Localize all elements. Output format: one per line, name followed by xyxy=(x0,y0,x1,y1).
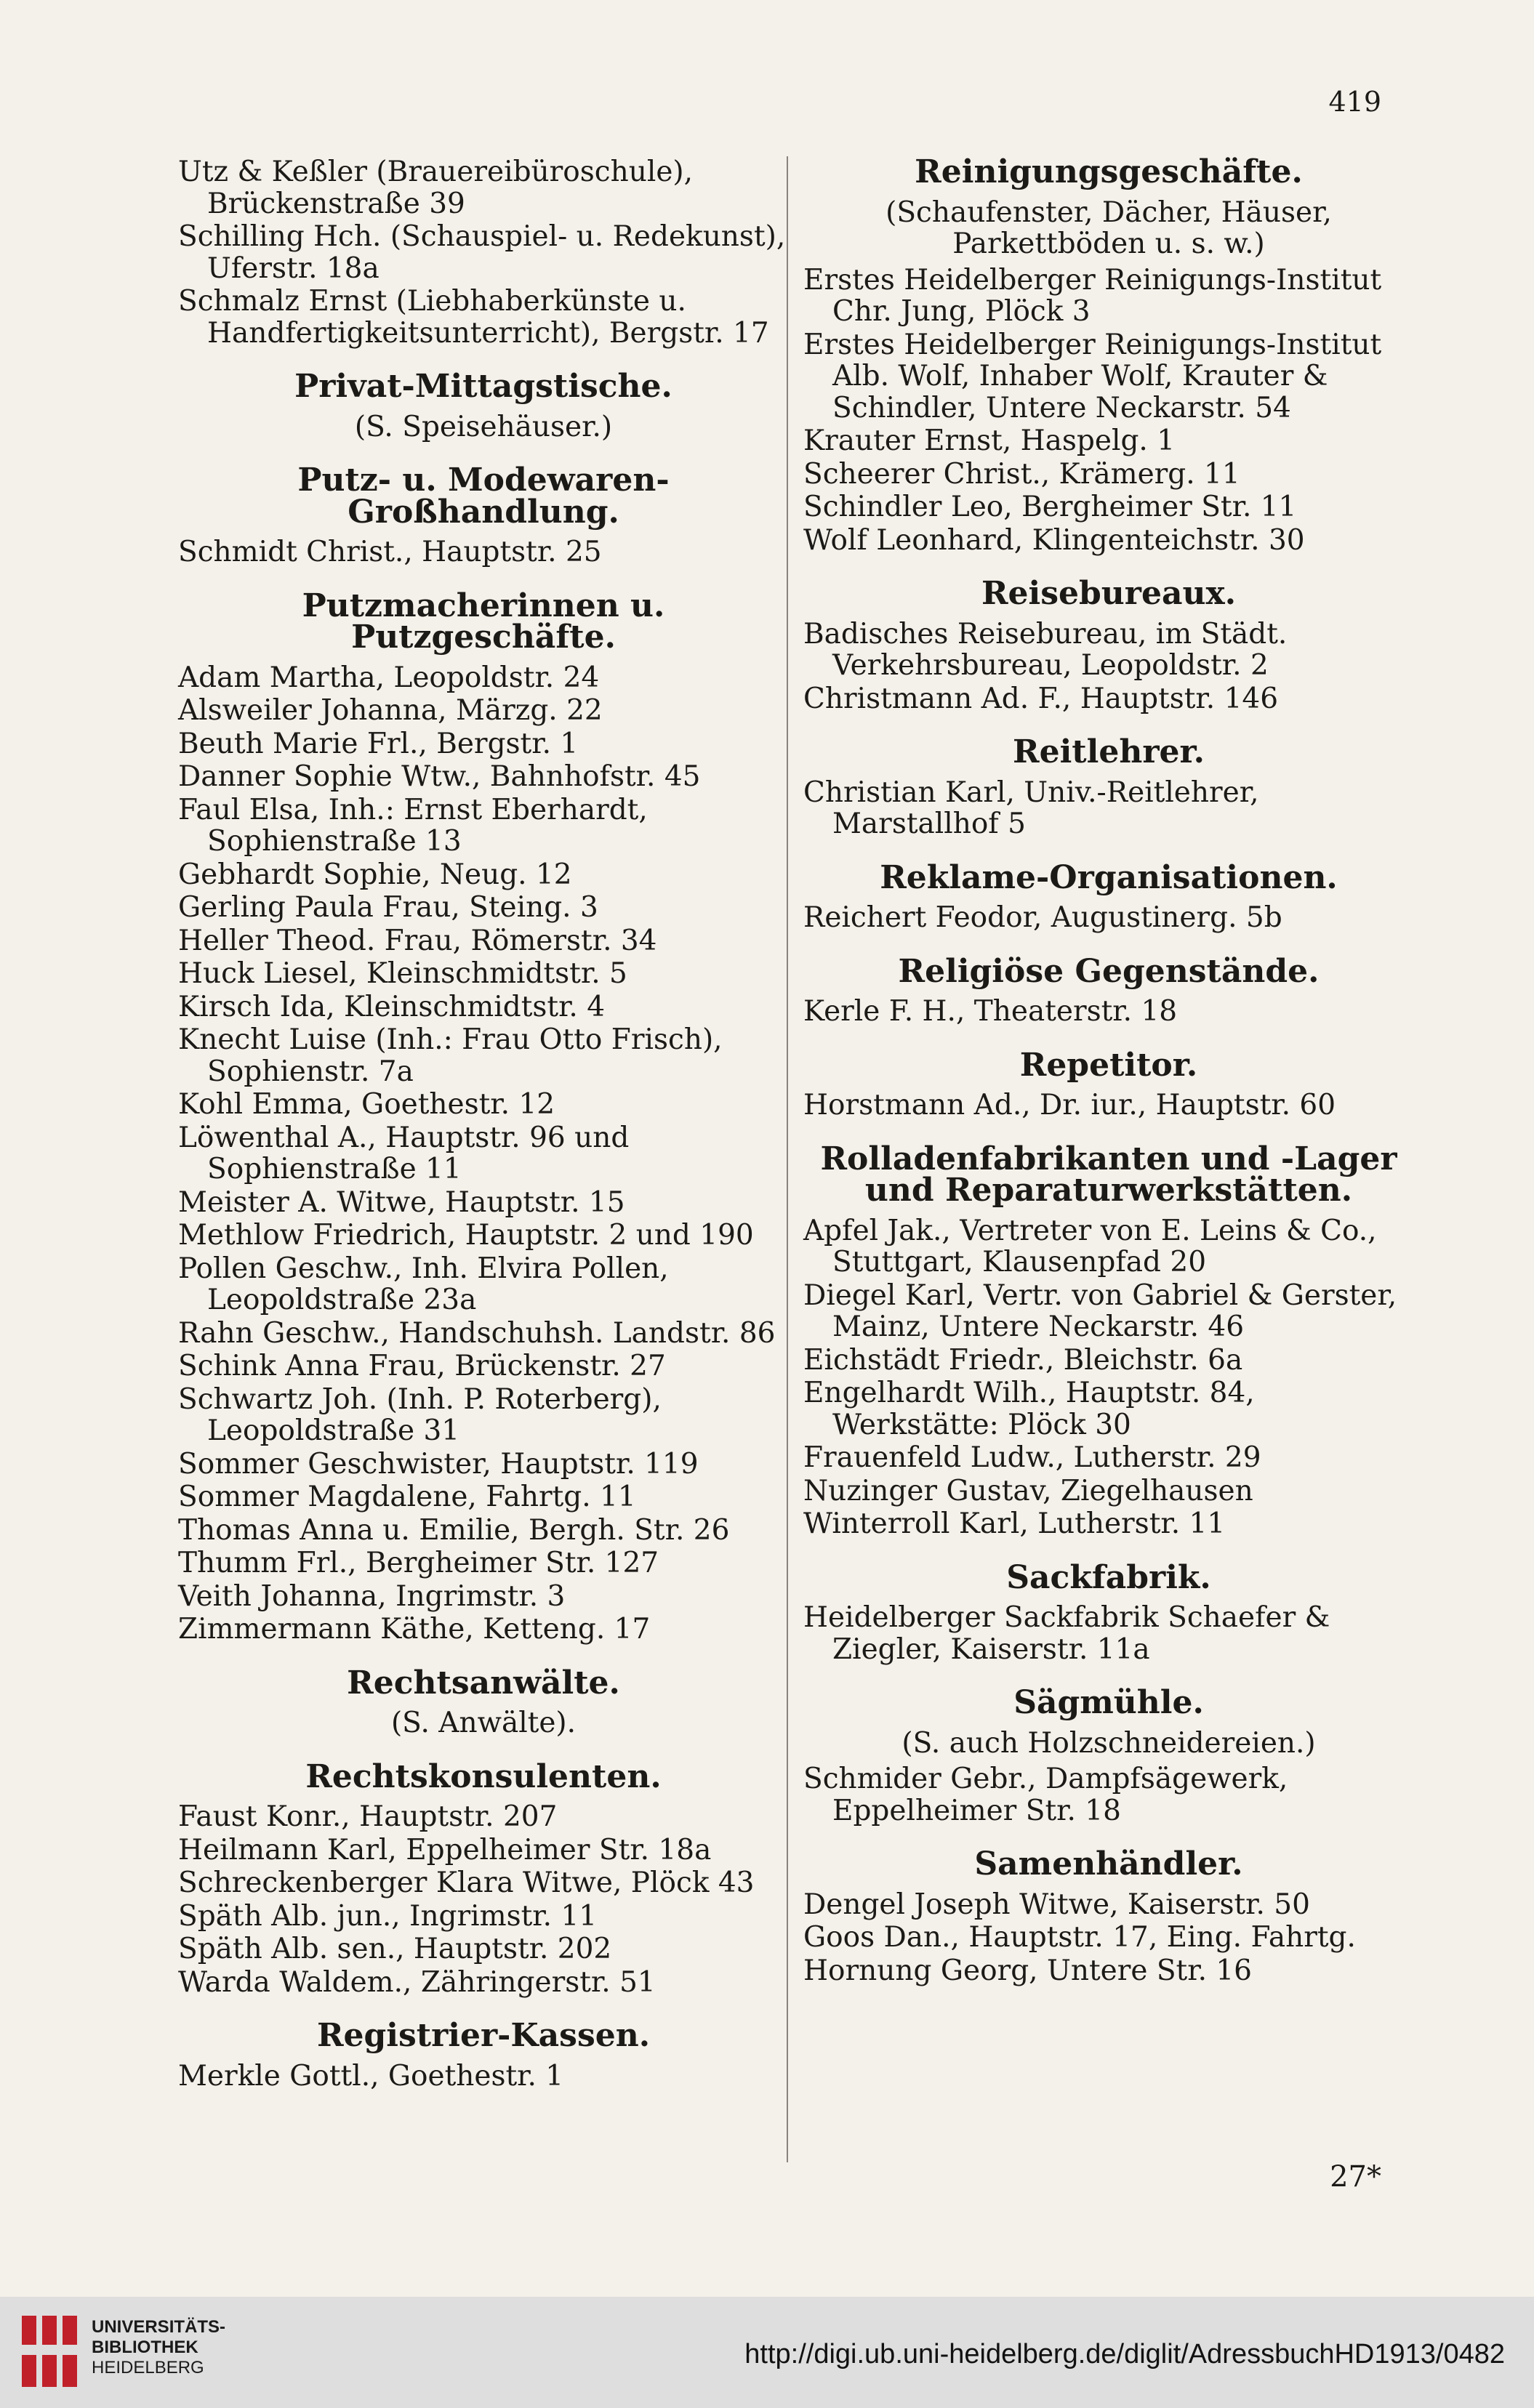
column-divider xyxy=(787,156,788,2162)
directory-entry: Schwartz Joh. (Inh. P. Roterberg), Leopoldstraße 31 xyxy=(178,1382,662,1447)
library-name-line3: HEIDELBERG xyxy=(92,2358,204,2377)
page-number: 419 xyxy=(1328,86,1381,118)
section-heading: Sägmühle. xyxy=(1013,1684,1204,1721)
directory-entry: Heller Theod. Frau, Römerstr. 34 xyxy=(178,924,657,957)
directory-entry: Wolf Leonhard, Klingenteichstr. 30 xyxy=(803,523,1305,557)
directory-entry: Thumm Frl., Bergheimer Str. 127 xyxy=(178,1547,659,1579)
directory-entry: Schmider Gebr., Dampfsägewerk, Eppelheimer Str. 18 xyxy=(803,1763,1288,1827)
directory-entry: Kirsch Ida, Kleinschmidtstr. 4 xyxy=(178,990,606,1023)
right-column xyxy=(803,153,1414,1988)
section-heading: Sackfabrik. xyxy=(1006,1558,1211,1596)
library-name-line1: UNIVERSITÄTS- xyxy=(92,2317,226,2337)
directory-entry: Schink Anna Frau, Brückenstr. 27 xyxy=(178,1350,666,1382)
directory-entry: Schilling Hch. (Schauspiel- u. Redekunst), Uferstr. 18a xyxy=(178,220,786,285)
section-heading: Registrier-Kassen. xyxy=(316,2017,651,2054)
directory-entry: Heilmann Karl, Eppelheimer Str. 18a xyxy=(178,1833,712,1867)
section-heading: Reitlehrer. xyxy=(1013,733,1205,770)
directory-entry: Christmann Ad. F., Hauptstr. 146 xyxy=(803,682,1279,715)
directory-entry: Krauter Ernst, Haspelg. 1 xyxy=(803,424,1176,457)
university-seal-icon[interactable] xyxy=(19,2311,81,2394)
section-note: (Schaufenster, Dächer, Häuser, Parkettböden u. s. w.) xyxy=(886,196,1332,260)
section-heading: Putzmacherinnen u. Putzgeschäfte. xyxy=(302,587,665,656)
library-logo-text[interactable] xyxy=(92,2317,225,2378)
section-heading: Rechtskonsulenten. xyxy=(305,1757,662,1795)
section-heading: Samenhändler. xyxy=(974,1845,1243,1882)
section-heading: Religiöse Gegenstände. xyxy=(898,952,1320,990)
directory-entry: Kerle F. H., Theaterstr. 18 xyxy=(803,995,1178,1028)
printer-signature: 27* xyxy=(1330,2160,1381,2194)
directory-entry: Reichert Feodor, Augustinerg. 5b xyxy=(803,901,1282,934)
directory-entry: Merkle Gottl., Goethestr. 1 xyxy=(178,2059,564,2093)
section-note: (S. Anwälte). xyxy=(390,1707,577,1739)
directory-entry: Sommer Magdalene, Fahrtg. 11 xyxy=(178,1481,636,1513)
directory-entry: Christian Karl, Univ.-Reitlehrer, Marstallhof 5 xyxy=(803,776,1259,840)
directory-entry: Beuth Marie Frl., Bergstr. 1 xyxy=(178,727,579,760)
library-name-line2: BIBLIOTHEK xyxy=(92,2337,198,2357)
directory-entry: Löwenthal A., Hauptstr. 96 und Sophienstraße 11 xyxy=(178,1121,630,1185)
directory-entry: Pollen Geschw., Inh. Elvira Pollen, Leopoldstraße 23a xyxy=(178,1252,669,1316)
source-url-link[interactable]: http://digi.ub.uni-heidelberg.de/diglit/AdressbuchHD1913/0482 xyxy=(744,2339,1505,2369)
section-note: (S. auch Holzschneidereien.) xyxy=(901,1726,1316,1760)
directory-entry: Gerling Paula Frau, Steing. 3 xyxy=(178,891,598,924)
directory-entry: Zimmermann Käthe, Ketteng. 17 xyxy=(178,1613,651,1646)
directory-entry: Heidelberger Sackfabrik Schaefer & Ziegler, Kaiserstr. 11a xyxy=(803,1601,1330,1666)
section-note: (S. Speisehäuser.) xyxy=(354,410,613,443)
directory-entry: Schreckenberger Klara Witwe, Plöck 43 xyxy=(178,1867,755,1899)
directory-entry: Kohl Emma, Goethestr. 12 xyxy=(178,1088,555,1121)
directory-entry: Dengel Joseph Witwe, Kaiserstr. 50 xyxy=(803,1888,1310,1921)
section-heading: Reisebureaux. xyxy=(981,575,1237,612)
directory-entry: Utz & Keßler (Brauereibüroschule), Brückenstraße 39 xyxy=(178,156,694,220)
directory-entry: Faul Elsa, Inh.: Ernst Eberhardt, Sophienstraße 13 xyxy=(178,793,648,858)
section-heading: Repetitor. xyxy=(1019,1046,1198,1084)
directory-entry: Danner Sophie Wtw., Bahnhofstr. 45 xyxy=(178,760,701,793)
section-heading: Privat-Mittagstische. xyxy=(294,368,672,405)
directory-entry: Huck Liesel, Kleinschmidtstr. 5 xyxy=(178,957,627,990)
section-heading: Rolladenfabrikanten und -Lager und Reparaturwerkstätten. xyxy=(820,1140,1397,1209)
directory-entry: Frauenfeld Ludw., Lutherstr. 29 xyxy=(803,1441,1261,1474)
directory-entry: Adam Martha, Leopoldstr. 24 xyxy=(178,661,600,694)
section-heading: Rechtsanwälte. xyxy=(347,1664,620,1702)
directory-entry: Eichstädt Friedr., Bleichstr. 6a xyxy=(803,1343,1243,1377)
directory-entry: Nuzinger Gustav, Ziegelhausen xyxy=(803,1474,1253,1507)
directory-entry: Faust Konr., Hauptstr. 207 xyxy=(178,1800,558,1833)
section-heading: Reklame-Organisationen. xyxy=(880,858,1338,896)
directory-entry: Schindler Leo, Bergheimer Str. 11 xyxy=(803,491,1297,523)
directory-entry: Späth Alb. sen., Hauptstr. 202 xyxy=(178,1933,612,1965)
directory-entry: Warda Waldem., Zähringerstr. 51 xyxy=(178,1965,656,1999)
directory-entry: Diegel Karl, Vertr. von Gabriel & Gerster, Mainz, Untere Neckarstr. 46 xyxy=(803,1279,1397,1343)
section-heading: Reinigungsgeschäfte. xyxy=(915,153,1303,190)
directory-entry: Horstmann Ad., Dr. iur., Hauptstr. 60 xyxy=(803,1089,1336,1122)
directory-entry: Späth Alb. jun., Ingrimstr. 11 xyxy=(178,1899,598,1933)
directory-entry: Knecht Luise (Inh.: Frau Otto Frisch), Sophienstr. 7a xyxy=(178,1023,723,1088)
section-heading: Putz- u. Modewaren-Großhandlung. xyxy=(297,462,670,531)
directory-entry: Schmalz Ernst (Liebhaberkünste u. Handfertigkeitsunterricht), Bergstr. 17 xyxy=(178,285,769,350)
directory-entry: Schmidt Christ., Hauptstr. 25 xyxy=(178,536,602,568)
footer-bar xyxy=(0,2297,1534,2408)
directory-entry: Erstes Heidelberger Reinigungs-Institut Alb. Wolf, Inhaber Wolf, Krauter & Schindler, Untere Neckarstr. 54 xyxy=(803,328,1382,424)
left-column xyxy=(178,156,789,2093)
directory-entry: Sommer Geschwister, Hauptstr. 119 xyxy=(178,1447,699,1481)
directory-entry: Hornung Georg, Untere Str. 16 xyxy=(803,1954,1252,1987)
directory-entry: Veith Johanna, Ingrimstr. 3 xyxy=(178,1579,566,1613)
directory-entry: Goos Dan., Hauptstr. 17, Eing. Fahrtg. xyxy=(803,1921,1356,1954)
directory-entry: Apfel Jak., Vertreter von E. Leins & Co., Stuttgart, Klausenpfad 20 xyxy=(803,1214,1377,1279)
directory-entry: Alsweiler Johanna, Märzg. 22 xyxy=(178,694,603,727)
directory-entry: Winterroll Karl, Lutherstr. 11 xyxy=(803,1507,1226,1540)
directory-entry: Meister A. Witwe, Hauptstr. 15 xyxy=(178,1185,625,1219)
directory-entry: Methlow Friedrich, Hauptstr. 2 und 190 xyxy=(178,1219,754,1252)
directory-entry: Engelhardt Wilh., Hauptstr. 84, Werkstätte: Plöck 30 xyxy=(803,1377,1255,1441)
directory-entry: Erstes Heidelberger Reinigungs-Institut Chr. Jung, Plöck 3 xyxy=(803,263,1382,328)
directory-entry: Thomas Anna u. Emilie, Bergh. Str. 26 xyxy=(178,1513,730,1547)
directory-entry: Gebhardt Sophie, Neug. 12 xyxy=(178,858,572,891)
directory-entry: Rahn Geschw., Handschuhsh. Landstr. 86 xyxy=(178,1316,776,1350)
directory-entry: Scheerer Christ., Krämerg. 11 xyxy=(803,457,1240,491)
directory-entry: Badisches Reisebureau, im Städt. Verkehrsbureau, Leopoldstr. 2 xyxy=(803,617,1288,682)
